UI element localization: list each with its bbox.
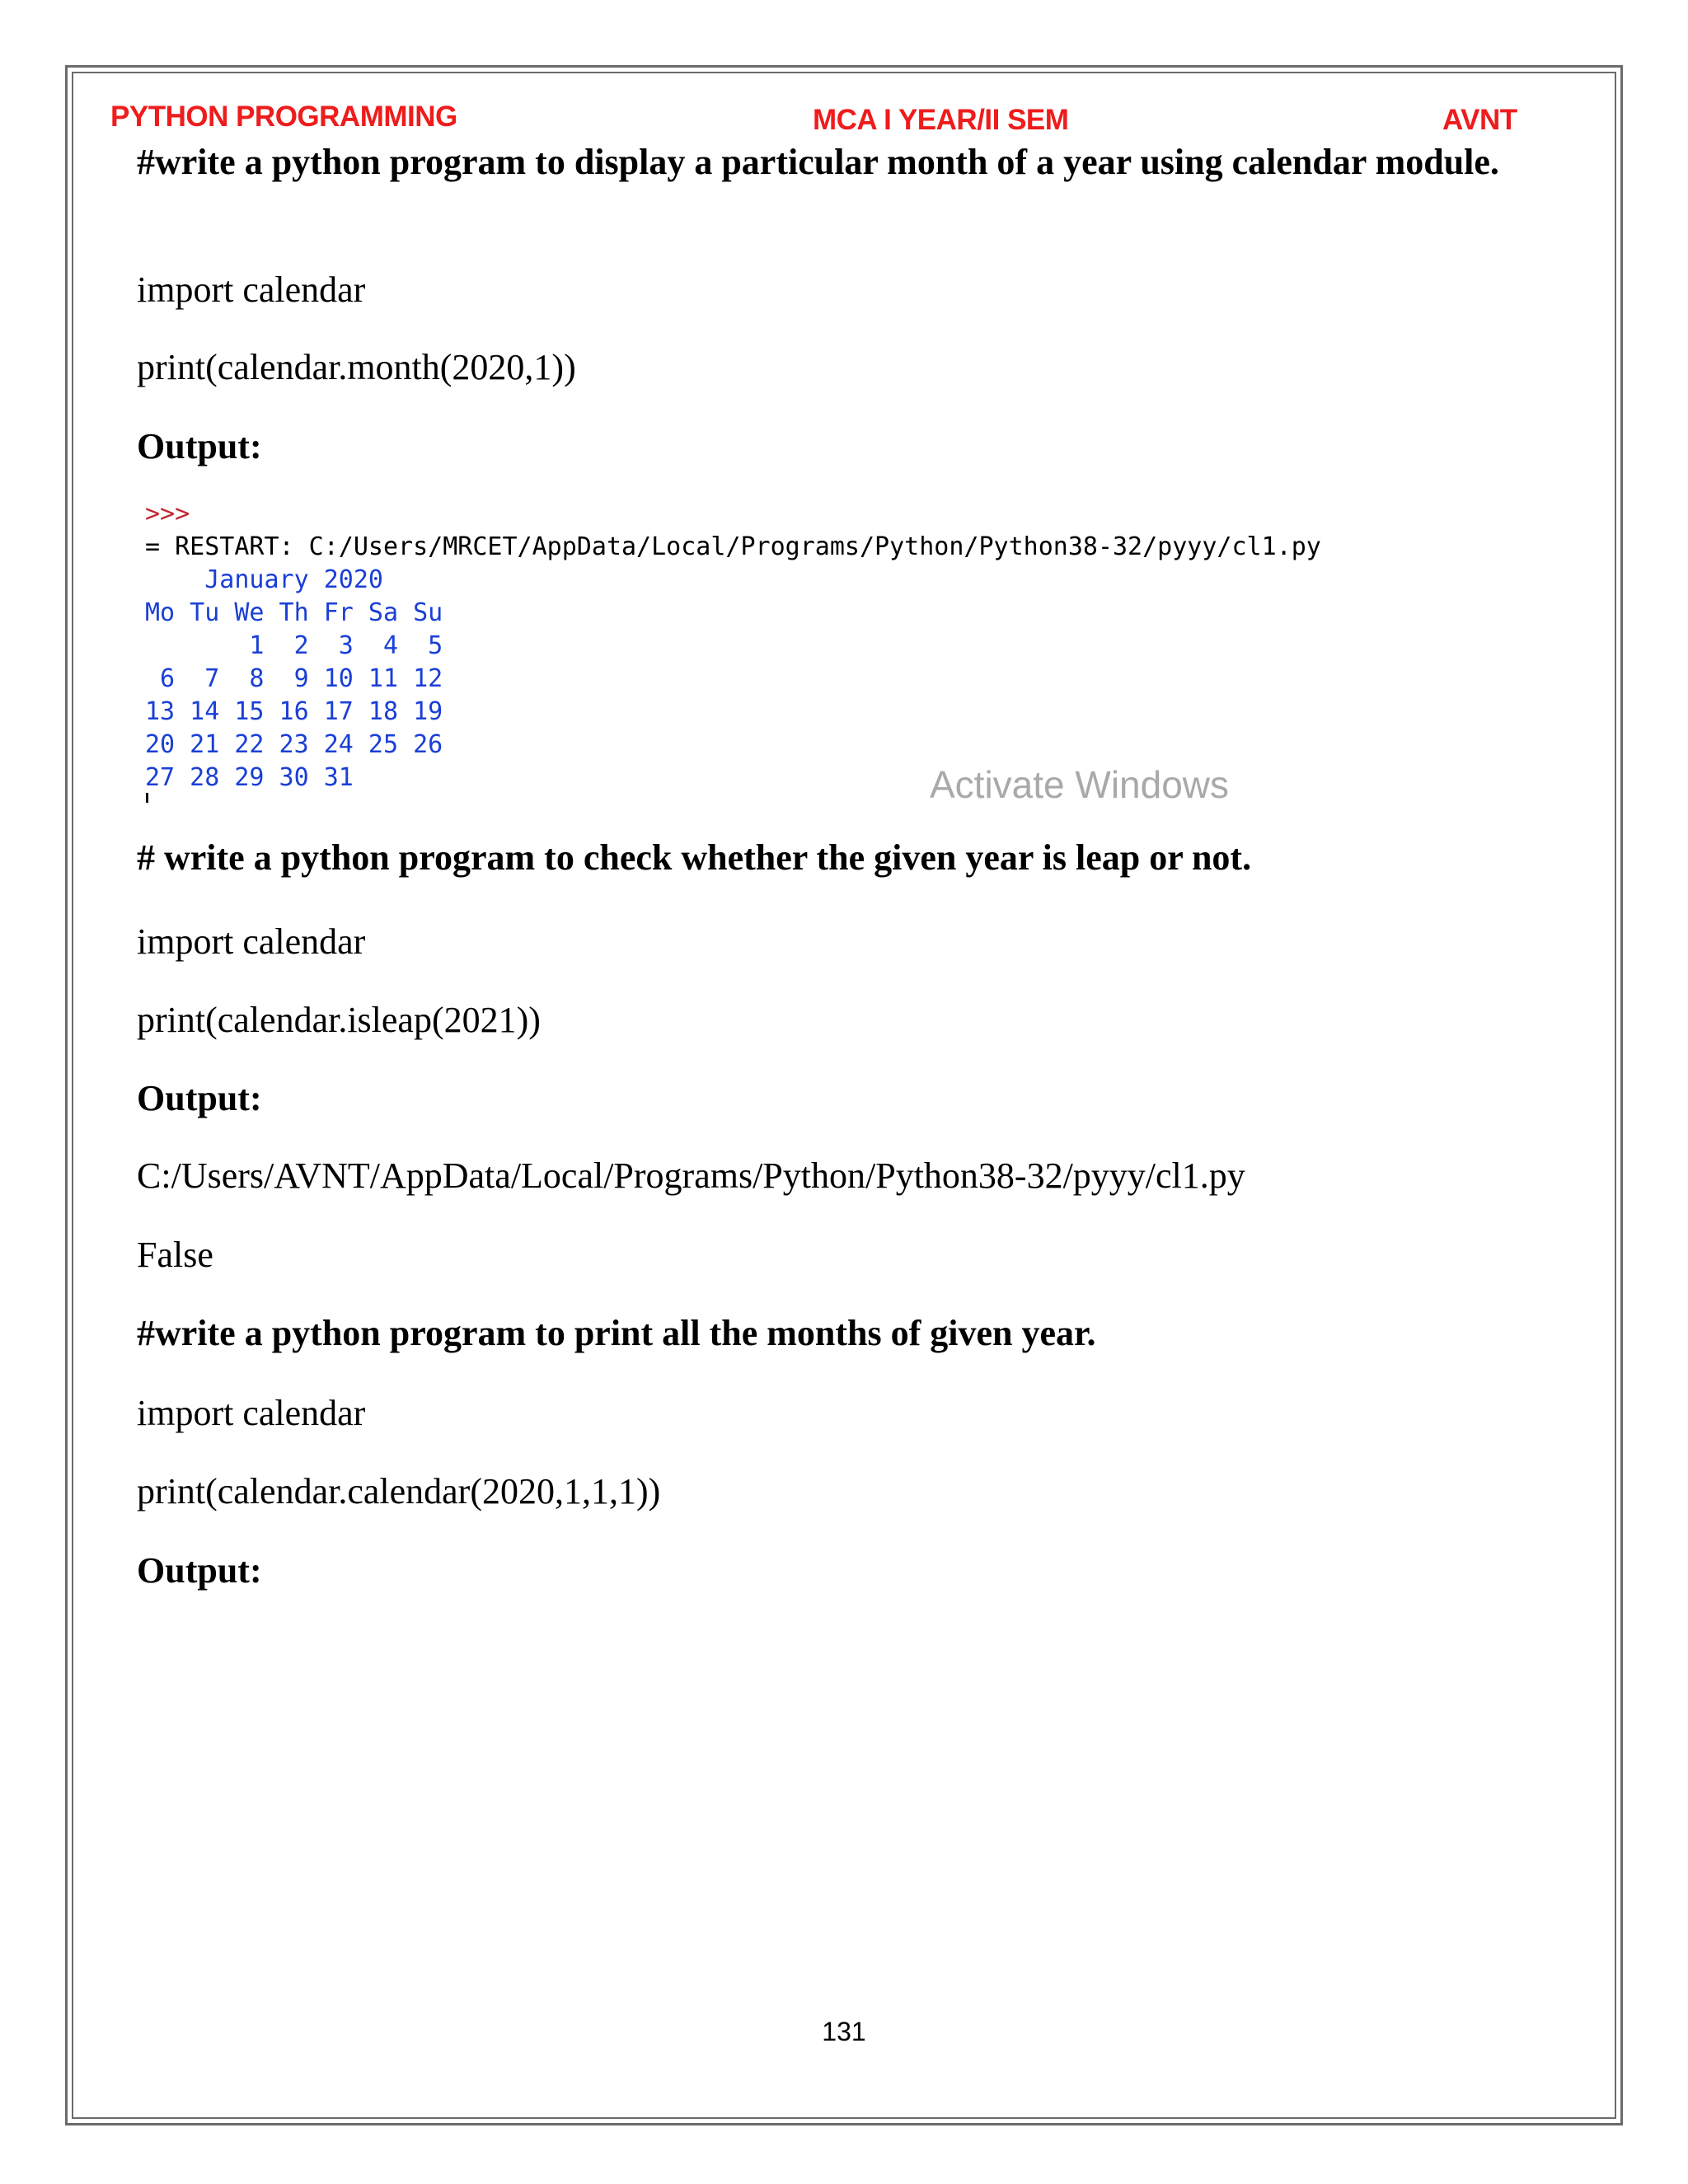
- console-output: [145, 498, 1321, 794]
- section2-code-print: print(calendar.isleap(2021)): [137, 1000, 541, 1040]
- page-number: 131: [822, 2017, 866, 2046]
- section1-output-label: Output:: [137, 426, 262, 466]
- header-course-title: PYTHON PROGRAMMING: [110, 101, 457, 133]
- section3-heading: #write a python program to print all the months of given year.: [137, 1313, 1096, 1353]
- section1-code-import: import calendar: [137, 269, 366, 310]
- calendar-weekdays: Mo Tu We Th Fr Sa Su: [145, 598, 443, 627]
- section3-code-import: import calendar: [137, 1393, 366, 1433]
- calendar-week-2: 6 7 8 9 10 11 12: [145, 664, 443, 693]
- console-restart-line: = RESTART: C:/Users/MRCET/AppData/Local/Programs/Python/Python38-32/pyyy/cl1.py: [145, 532, 1321, 561]
- section2-code-import: import calendar: [137, 921, 366, 962]
- calendar-week-3: 13 14 15 16 17 18 19: [145, 697, 443, 726]
- console-prompt: >>>: [145, 499, 190, 528]
- header-author: AVNT: [1442, 104, 1517, 136]
- section3-code-print: print(calendar.calendar(2020,1,1,1)): [137, 1471, 661, 1511]
- activate-windows-watermark: Activate Windows: [930, 763, 1230, 806]
- header-year-semester: MCA I YEAR/II SEM: [813, 104, 1069, 136]
- calendar-week-4: 20 21 22 23 24 25 26: [145, 730, 443, 759]
- section2-output-label: Output:: [137, 1078, 262, 1118]
- section2-output-path: C:/Users/AVNT/AppData/Local/Programs/Python/Python38-32/pyyy/cl1.py: [137, 1155, 1245, 1196]
- section1-code-print: print(calendar.month(2020,1)): [137, 347, 576, 387]
- console-cursor: [146, 793, 148, 803]
- section2-output-value: False: [137, 1235, 213, 1275]
- section2-heading: # write a python program to check whether the given year is leap or not.: [137, 837, 1252, 878]
- section3-output-label: Output:: [137, 1550, 262, 1591]
- calendar-month-title: January 2020: [145, 565, 383, 594]
- section1-heading: #write a python program to display a particular month of a year using calendar module.: [137, 142, 1499, 182]
- calendar-week-1: 1 2 3 4 5: [145, 631, 443, 660]
- calendar-week-5: 27 28 29 30 31: [145, 763, 354, 792]
